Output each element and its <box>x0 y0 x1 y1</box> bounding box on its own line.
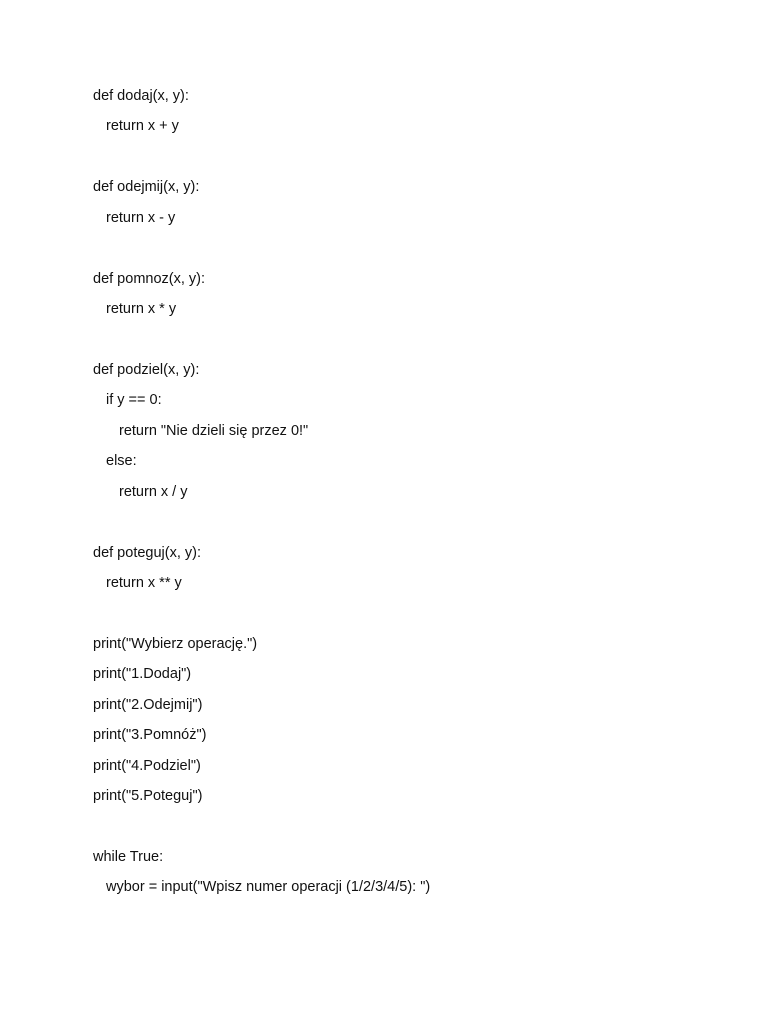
code-line: return x / y <box>119 483 188 500</box>
code-line: return x + y <box>106 118 179 135</box>
blank-line <box>93 817 713 847</box>
code-line: print("2.Odejmij") <box>93 696 203 713</box>
code-line: def podziel(x, y): <box>93 361 200 378</box>
code-line: print("1.Dodaj") <box>93 666 192 683</box>
code-line: else: <box>106 453 137 470</box>
code-line: print("5.Poteguj") <box>93 788 203 805</box>
blank-line <box>93 330 713 360</box>
code-line: def odejmij(x, y): <box>93 179 200 196</box>
code-line: return x - y <box>106 209 176 226</box>
code-listing <box>93 86 713 908</box>
code-line: if y == 0: <box>106 392 162 409</box>
code-line: wybor = input("Wpisz numer operacji (1/2/3/4/5): ") <box>106 879 431 896</box>
code-line: while True: <box>93 848 164 865</box>
code-line: def dodaj(x, y): <box>93 88 189 104</box>
code-line: return x ** y <box>106 575 182 591</box>
blank-line <box>93 147 713 177</box>
code-line: return x * y <box>106 301 177 318</box>
code-line: print("4.Podziel") <box>93 757 201 774</box>
blank-line <box>93 603 713 633</box>
blank-line <box>93 238 713 268</box>
blank-line <box>93 512 713 542</box>
code-line: def poteguj(x, y): <box>93 544 201 561</box>
code-line: def pomnoz(x, y): <box>93 270 206 287</box>
code-line: return "Nie dzieli się przez 0!" <box>119 422 309 439</box>
code-line: print("Wybierz operację.") <box>93 635 258 652</box>
code-line: print("3.Pomnóż") <box>93 727 207 744</box>
